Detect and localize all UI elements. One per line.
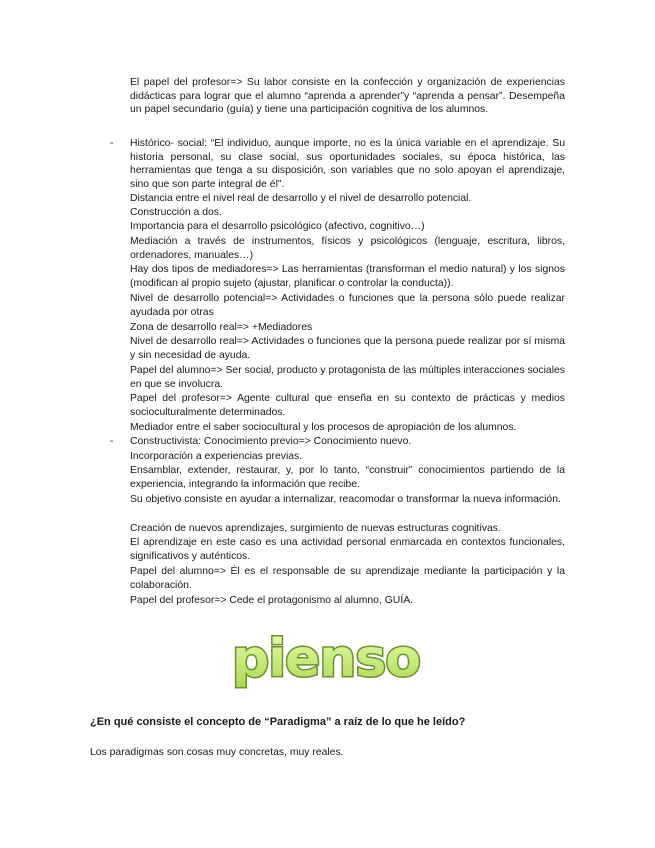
paragraph-ensamblar: Ensamblar, extender, restaurar, y, por lo tanto, “construir” conocimientos partiendo de la experiencia, integrando la información que recibe. [130, 465, 565, 490]
paragraph-nivel-real: Nivel de desarrollo real=> Actividades o funciones que la persona puede realizar por sí misma y sin necesidad de ayuda. [130, 336, 565, 361]
pienso-logo-text: pienso [231, 629, 421, 689]
paragraph-papel-alumno-2: Papel del alumno=> Él es el responsable de su aprendizaje mediante la participación y la colaboración. [130, 566, 565, 591]
bullet-historico-social: - [110, 138, 114, 149]
paragraph-zona-real: Zona de desarrollo real=> +Mediadores [130, 322, 313, 333]
pienso-logo [215, 628, 437, 690]
paragraph-distancia: Distancia entre el nivel real de desarrollo y el nivel de desarrollo potencial. [130, 193, 472, 204]
paragraph-mediacion: Mediación a través de instrumentos, físicos y psicológicos (lenguaje, escritura, libros, ordenadores, manuales…) [130, 236, 565, 261]
paragraph-nivel-potencial: Nivel de desarrollo potencial=> Actividades o funciones que la persona sólo puede realizar ayudada por otras [130, 293, 565, 318]
paragraph-papel-profesor: El papel del profesor=> Su labor consiste en la confección y organización de experiencias didácticas para lograr que el alumno “aprenda a aprender”y “aprenda a pensar”. Desempeña un papel secundario (guía) y tiene una participación cognitiva de los alumnos. [130, 77, 565, 116]
paragraph-constructivista: Constructivista: Conocimiento previo=> Conocimiento nuevo. [130, 436, 412, 447]
paragraph-incorporacion: Incorporación a experiencias previas. [130, 451, 303, 462]
paragraph-papel-profesor-3: Papel del profesor=> Cede el protagonismo al alumno, GUÍA. [130, 595, 414, 606]
paragraph-mediador: Mediador entre el saber sociocultural y los procesos de apropiación de los alumnos. [130, 422, 517, 433]
paragraph-construccion: Construcción a dos. [130, 207, 222, 218]
paragraph-historico-social: Histórico- social: “El individuo, aunque importe, no es la única variable en el aprendizaje. Su historia personal, su clase social, sus oportunidades sociales, su época histórica, las herramientas que tenga a su disposición, son variables que no solo apoyan el aprendizaje, sino que son parte integral de él”. [130, 138, 565, 191]
paragraph-mediadores: Hay dos tipos de mediadores=> Las herramientas (transforman el medio natural) y los signos (modifican al propio sujeto (ajustar, planificar o controlar la conducta)). [130, 264, 565, 289]
bullet-constructivista: - [110, 436, 114, 447]
section-answer: Los paradigmas son cosas muy concretas, muy reales. [90, 747, 344, 758]
paragraph-aprendizaje: El aprendizaje en este caso es una actividad personal enmarcada en contextos funcionales, significativos y auténticos. [130, 537, 565, 562]
paragraph-importancia: Importancia para el desarrollo psicológico (afectivo, cognitivo…) [130, 221, 425, 232]
paragraph-creacion: Creación de nuevos aprendizajes, surgimiento de nuevas estructuras cognitivas. [130, 523, 501, 534]
section-question: ¿En qué consiste el concepto de “Paradigma” a raíz de lo que he leído? [90, 716, 466, 728]
paragraph-objetivo: Su objetivo consiste en ayudar a internalizar, reacomodar o transformar la nueva información. [130, 494, 561, 505]
paragraph-papel-alumno: Papel del alumno=> Ser social, producto y protagonista de las múltiples interacciones sociales en que se involucra. [130, 365, 565, 390]
paragraph-papel-profesor-2: Papel del profesor=> Agente cultural que enseña en su contexto de prácticas y medios socioculturalmente determinados. [130, 393, 565, 418]
